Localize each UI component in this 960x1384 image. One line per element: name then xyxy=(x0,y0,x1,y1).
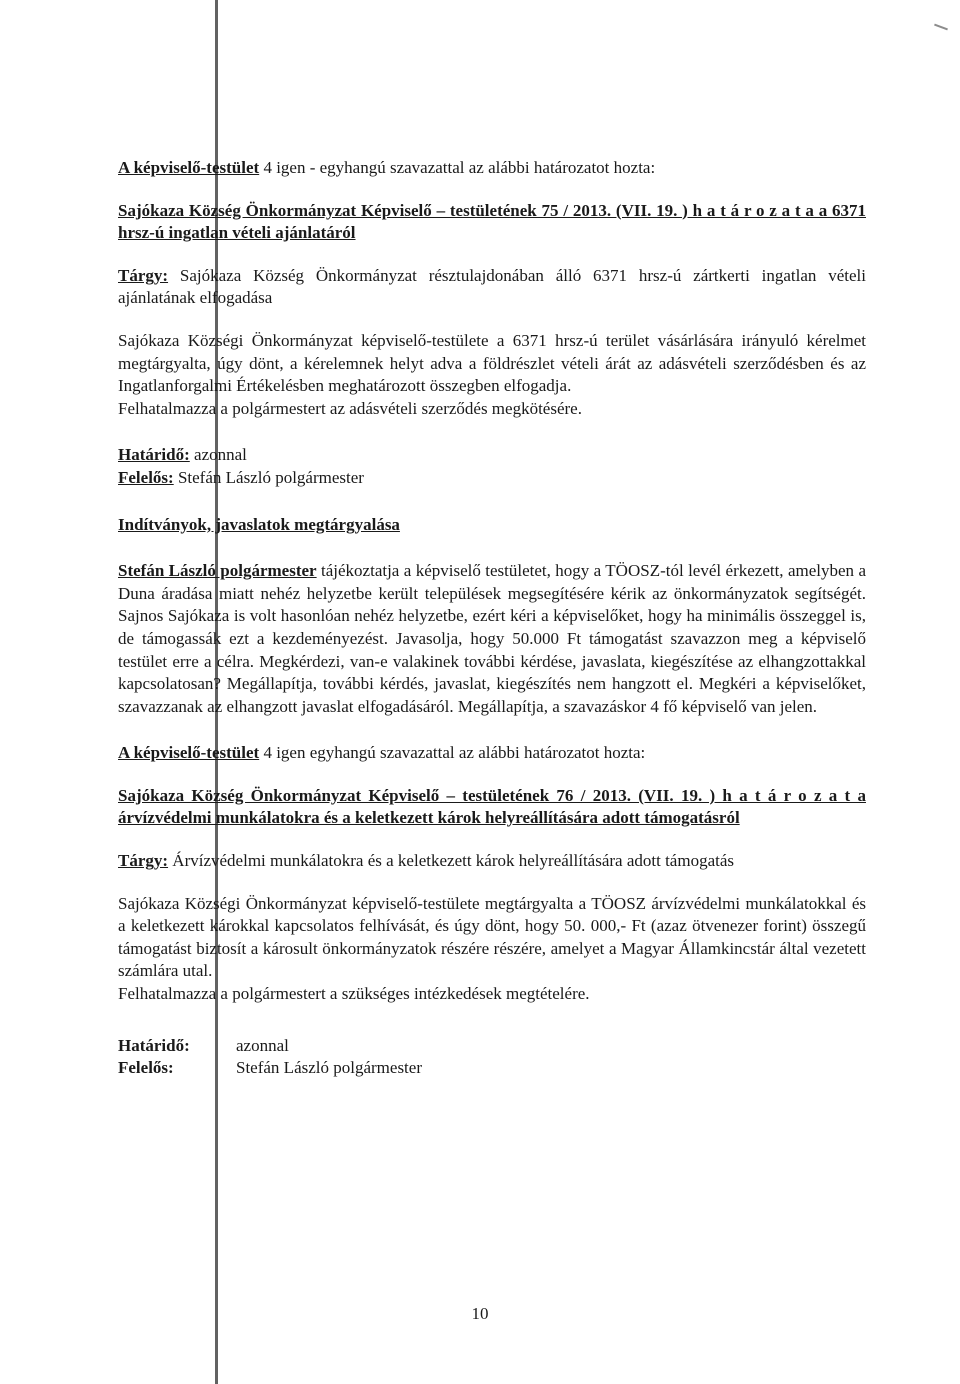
discussion-text: tájékoztatja a képviselő testületet, hogy a TÖOSZ-tól levél érkezett, amelyben a Duna áradása miatt nehéz helyzetbe került települések megsegítésére kérik az önkormányzatok segítségét. Sajnos Sajókaza is volt hasonlóan nehéz helyzetbe, ezért kéri a képviselőket, hogy ha minimális összeggel is, de támogassák ezt a kezdeményezést. Javasolja, hogy 50.000 Ft támogatást szavazzon meg a képviselő testület erre a célra. Megkérdezi, van-e valakinek további kérdése, javaslata, kiegészítése az elhangzottakkal kapcsolatosan? Megállapítja, további kérdés, javaslat, kiegészítés nem hangzott el. Megkéri a képviselőket, szavazzanak az elhangzott javaslat elfogadásáról. Megállapítja, a szavazáskor 4 fő képviselő van jelen. xyxy=(118,561,866,716)
discussion-paragraph xyxy=(118,560,866,718)
s1-subject xyxy=(118,265,866,310)
s2-responsible-value: Stefán László polgármester xyxy=(236,1058,422,1078)
s1-subject-text: Sajókaza Község Önkormányzat résztulajdonában álló 6371 hrsz-ú zártkerti ingatlan vételi ajánlatának elfogadása xyxy=(118,265,866,308)
s2-subject-label: Tárgy: xyxy=(118,851,169,871)
s2-responsible xyxy=(118,1057,866,1080)
s2-subject xyxy=(118,850,866,873)
s1-deadline xyxy=(118,444,866,467)
s1-intro-label: A képviselő-testület xyxy=(118,158,260,177)
scan-artifact-mark xyxy=(934,24,948,31)
s1-resolution-title: Sajókaza Község Önkormányzat Képviselő – testületének 75 / 2013. (VII. 19. ) h a t á r o z a t a a 6371 hrsz-ú ingatlan vételi ajánlatáról xyxy=(118,200,866,243)
s2-resolution-title: Sajókaza Község Önkormányzat Képviselő – testületének 76 / 2013. (VII. 19. ) h a t á r o z a t a árvízvédelmi munkálatokra és a keletkezett károk helyreállítására adott támogatásról xyxy=(118,785,866,828)
s2-intro xyxy=(118,742,866,765)
s1-responsible-value: Stefán László polgármester xyxy=(173,467,364,487)
page-number: 10 xyxy=(471,1304,489,1323)
s2-body: Sajókaza Községi Önkormányzat képviselő-testülete megtárgyalta a TÖOSZ árvízvédelmi munkálatokkal és a keletkezett károkkal kapcsolatos felhívását, és úgy dönt, hogy 50. 000,- Ft (azaz ötvenezer forint) összegű támogatást biztosít a károsult önkormányzatok részére részére, amelyet a Magyar Államkincstár által vezetett számlára utal. xyxy=(118,893,866,981)
discussion-speaker: Stefán László polgármester xyxy=(118,561,317,581)
s1-intro-text: 4 igen - egyhangú szavazattal az alábbi határozatot hozta: xyxy=(259,158,656,177)
s1-responsible-label: Felelős: xyxy=(118,467,174,487)
motions-heading: Indítványok, javaslatok megtárgyalása xyxy=(118,514,400,534)
s1-body: Sajókaza Községi Önkormányzat képviselő-testülete a 6371 hrsz-ú terület vásárlására irányuló kérelmet megtárgyalta, úgy dönt, a kérelemnek helyt adva a földrészlet vételi árát az adásvételi szerződésben és az Ingatlanforgalmi Értékelésben meghatározott összegben elfogadja. xyxy=(118,330,866,396)
s2-authorization: Felhatalmazza a polgármestert a szükséges intézkedések megtételére. xyxy=(118,984,590,1004)
s2-intro-text: 4 igen egyhangú szavazattal az alábbi határozatot hozta: xyxy=(259,743,646,763)
s2-deadline xyxy=(118,1035,866,1058)
s2-responsible-label: Felelős: xyxy=(118,1058,174,1078)
s1-deadline-value: azonnal xyxy=(189,445,247,465)
s2-intro-label: A képviselő-testület xyxy=(118,743,260,763)
s1-responsible xyxy=(118,467,866,490)
s1-deadline-label: Határidő: xyxy=(118,445,190,465)
s1-authorization: Felhatalmazza a polgármestert az adásvételi szerződés megkötésére. xyxy=(118,398,582,418)
s1-intro xyxy=(118,157,866,180)
s2-subject-text: Árvízvédelmi munkálatokra és a keletkezett károk helyreállítására adott támogatás xyxy=(168,851,735,871)
document-page xyxy=(118,157,866,1080)
s2-deadline-label: Határidő: xyxy=(118,1035,190,1055)
s1-subject-label: Tárgy: xyxy=(118,265,169,285)
s2-deadline-value: azonnal xyxy=(236,1035,289,1055)
